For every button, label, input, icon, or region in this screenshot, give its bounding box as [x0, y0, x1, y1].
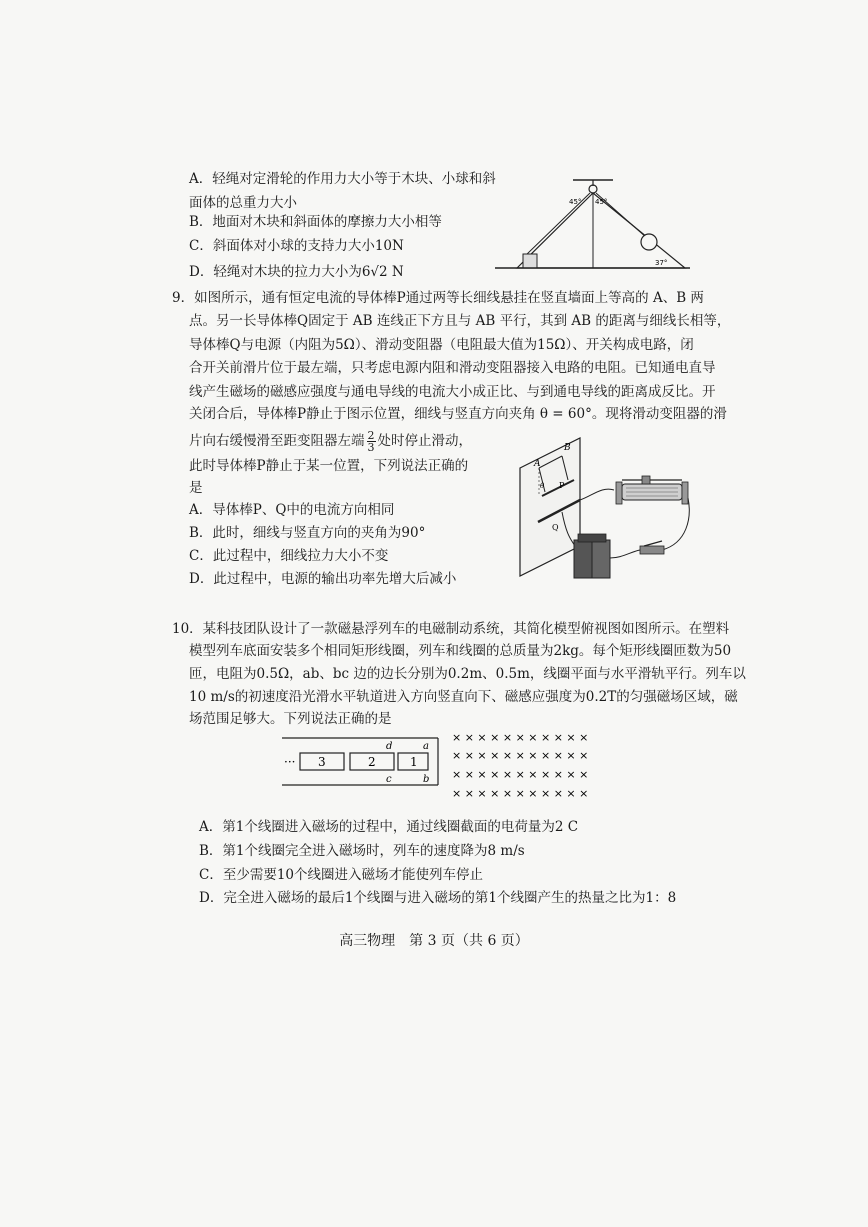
field-row: × × × × × × × × × × × — [452, 768, 589, 781]
label-a: A — [534, 459, 541, 469]
label-p: P — [559, 481, 565, 490]
q9-option-b: B．此时，细线与竖直方向的夹角为90° — [189, 525, 426, 541]
q9-stem-line8: 此时导体棒P静止于某一位置，下列说法正确的 — [189, 458, 469, 474]
coil-2-label: 2 — [368, 755, 376, 769]
train-dots: ··· — [284, 755, 296, 769]
q8-figure — [495, 178, 690, 273]
fraction-numerator: 2 — [367, 429, 375, 442]
q10-option-a: A．第1个线圈进入磁场的过程中，通过线圈截面的电荷量为2 C — [199, 819, 579, 835]
q9-figure — [512, 428, 692, 584]
page-footer: 高三物理 第 3 页（共 6 页） — [339, 933, 529, 949]
q9-stem-line4: 合开关前滑片位于最左端，只考虑电源内阻和滑动变阻器接入电路的电阻。已知通电直导 — [189, 360, 716, 376]
q10-stem-line2: 模型列车底面安装多个相同矩形线圈，列车和线圈的总质量为2kg。每个矩形线圈匝数为50 — [189, 643, 732, 659]
q9-stem-line9: 是 — [189, 480, 203, 496]
label-b: B — [564, 443, 571, 453]
fraction-two-thirds — [367, 430, 376, 453]
q10-stem-line3: 匝，电阻为0.5Ω，ab、bc 边的边长分别为0.2m、0.5m，线圈平面与水平滑轨平行。列车以 — [189, 666, 746, 682]
label-b: b — [423, 774, 430, 785]
coil-3-label: 3 — [318, 755, 326, 769]
label-q: Q — [552, 523, 559, 532]
q10-stem-line5: 场范围足够大。下列说法正确的是 — [189, 711, 392, 727]
wall — [520, 438, 580, 576]
q9-stem-line3: 导体棒Q与电源（内阻为5Ω）、滑动变阻器（电阻最大值为15Ω）、开关构成电路，闭 — [189, 337, 694, 353]
q8-option-c: C．斜面体对小球的支持力大小10N — [189, 238, 404, 254]
switch — [640, 541, 664, 554]
q9-stem-line6: 关闭合后，导体棒P静止于图示位置，细线与竖直方向夹角 θ = 60°。现将滑动变阻器的滑 — [189, 406, 727, 422]
block — [523, 254, 537, 268]
q10-option-b: B．第1个线圈完全进入磁场时，列车的速度降为8 m/s — [199, 843, 525, 859]
angle-slope-label: 37° — [655, 259, 668, 267]
q10-stem-line4: 10 m/s的初速度沿光滑水平轨道进入方向竖直向下、磁感应强度为0.2T的匀强磁场区域，磁 — [189, 689, 738, 705]
field-row: × × × × × × × × × × × — [452, 749, 589, 762]
q9-stem-line5: 线产生磁场的磁感应强度与通电导线的电流大小成正比、与到通电导线的距离成反比。开 — [189, 384, 716, 400]
q8-option-b: B．地面对木块和斜面体的摩擦力大小相等 — [189, 214, 442, 230]
label-a: a — [423, 741, 429, 752]
q8-option-a-line1: A．轻绳对定滑轮的作用力大小等于木块、小球和斜 — [189, 171, 496, 187]
angle-left-label: 45° — [569, 198, 582, 206]
q8-option-a-line2: 面体的总重力大小 — [189, 195, 297, 211]
ball — [641, 234, 657, 250]
label-c: c — [386, 774, 392, 785]
rheostat — [616, 476, 688, 504]
q9-line7-post: 处时停止滑动， — [377, 433, 472, 449]
q9-line7-pre: 片向右缓慢滑至距变阻器左端 — [189, 433, 365, 449]
field-row: × × × × × × × × × × × — [452, 731, 589, 744]
label-d: d — [386, 741, 393, 752]
q10-option-c: C．至少需要10个线圈进入磁场才能使列车停止 — [199, 867, 484, 883]
q9-stem-line1: 9．如图所示，通有恒定电流的导体棒P通过两等长细线悬挂在竖直墙面上等高的 A、B 两 — [172, 290, 704, 306]
q9-option-c: C．此过程中，细线拉力大小不变 — [189, 548, 389, 564]
q9-stem-line2: 点。另一长导体棒Q固定于 AB 连线正下方且与 AB 平行，其到 AB 的距离与细线长相等， — [189, 313, 731, 329]
fraction-denominator: 3 — [367, 441, 375, 454]
q8-option-d: D．轻绳对木块的拉力大小为6√2 N — [189, 264, 404, 280]
label-theta: θ — [540, 482, 545, 490]
q9-option-d: D．此过程中，电源的输出功率先增大后减小 — [189, 571, 457, 587]
field-row: × × × × × × × × × × × — [452, 787, 589, 800]
q9-stem-line7 — [189, 430, 472, 453]
q10-stem-line1: 10．某科技团队设计了一款磁悬浮列车的电磁制动系统，其简化模型俯视图如图所示。在塑料 — [172, 621, 730, 637]
pulley — [589, 185, 597, 193]
coil-1-label: 1 — [410, 755, 418, 769]
q10-figure — [280, 728, 620, 803]
q9-option-a: A．导体棒P、Q中的电流方向相同 — [189, 502, 395, 518]
magnetic-field — [452, 731, 588, 800]
angle-right-label: 45° — [595, 198, 608, 206]
battery — [574, 534, 610, 578]
q10-option-d: D．完全进入磁场的最后1个线圈与进入磁场的第1个线圈产生的热量之比为1：8 — [199, 890, 677, 906]
